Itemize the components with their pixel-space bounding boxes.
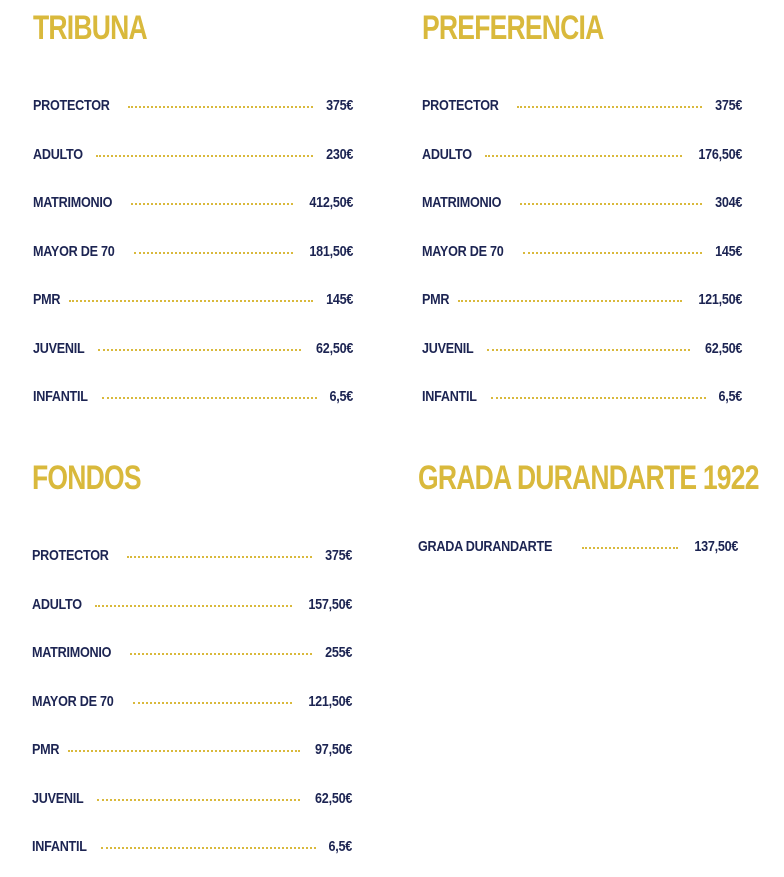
row-label: PMR xyxy=(32,741,60,758)
row-label: JUVENIL xyxy=(33,339,85,357)
price-row xyxy=(33,145,353,165)
dotted-leader xyxy=(128,106,313,108)
row-label: MAYOR DE 70 xyxy=(33,242,115,260)
row-label: MATRIMONIO xyxy=(422,194,502,211)
dotted-leader xyxy=(458,300,681,302)
dotted-leader xyxy=(95,605,292,607)
row-price: 6,5€ xyxy=(329,388,353,405)
price-row xyxy=(422,387,742,407)
row-price: 137,50€ xyxy=(694,538,738,555)
price-row xyxy=(33,193,353,213)
price-row xyxy=(418,537,738,557)
section-fondos xyxy=(32,458,352,855)
section-preferencia xyxy=(422,8,742,405)
row-price: 145€ xyxy=(714,242,742,260)
price-row xyxy=(33,242,353,262)
row-price: 121,50€ xyxy=(698,291,742,308)
row-price: 375€ xyxy=(324,547,352,564)
price-row xyxy=(32,595,352,615)
row-price: 62,50€ xyxy=(314,789,352,807)
dotted-leader xyxy=(520,203,702,205)
row-label: MAYOR DE 70 xyxy=(32,692,114,710)
row-label: PMR xyxy=(33,291,61,308)
dotted-leader xyxy=(68,750,299,752)
row-price: 181,50€ xyxy=(309,242,353,260)
section-grada-durandarte xyxy=(418,458,759,555)
row-price: 230€ xyxy=(325,145,353,163)
row-label: INFANTIL xyxy=(33,388,88,405)
price-row xyxy=(33,339,353,359)
section-title: TRIBUNA xyxy=(33,9,147,47)
row-price: 375€ xyxy=(325,97,353,114)
dotted-leader xyxy=(131,203,293,205)
row-price: 255€ xyxy=(324,644,352,661)
row-price: 304€ xyxy=(714,194,742,211)
row-label: GRADA DURANDARTE xyxy=(418,538,553,555)
price-row xyxy=(32,789,352,809)
row-price: 157,50€ xyxy=(308,595,352,613)
row-label: JUVENIL xyxy=(32,789,84,807)
price-row xyxy=(33,387,353,407)
row-price: 176,50€ xyxy=(698,145,742,163)
row-label: ADULTO xyxy=(422,145,472,163)
row-price: 62,50€ xyxy=(315,339,353,357)
dotted-leader xyxy=(97,799,300,801)
price-row xyxy=(32,692,352,712)
section-title: FONDOS xyxy=(32,459,141,497)
row-price: 375€ xyxy=(714,97,742,114)
price-row xyxy=(33,96,353,116)
dotted-leader xyxy=(582,547,678,549)
price-row xyxy=(32,740,352,760)
price-row xyxy=(33,290,353,310)
row-price: 121,50€ xyxy=(308,692,352,710)
row-label: ADULTO xyxy=(32,595,82,613)
price-row xyxy=(32,546,352,566)
row-label: PROTECTOR xyxy=(32,547,109,564)
dotted-leader xyxy=(127,556,312,558)
row-label: INFANTIL xyxy=(422,388,477,405)
dotted-leader xyxy=(69,300,312,302)
dotted-leader xyxy=(134,252,293,254)
row-label: ADULTO xyxy=(33,145,83,163)
price-row xyxy=(422,145,742,165)
row-label: MAYOR DE 70 xyxy=(422,242,504,260)
price-row xyxy=(32,837,352,857)
dotted-leader xyxy=(517,106,702,108)
dotted-leader xyxy=(101,847,316,849)
row-label: PROTECTOR xyxy=(33,97,110,114)
price-row xyxy=(32,643,352,663)
dotted-leader xyxy=(96,155,313,157)
row-label: PROTECTOR xyxy=(422,97,499,114)
row-label: MATRIMONIO xyxy=(32,644,112,661)
dotted-leader xyxy=(130,653,312,655)
row-label: INFANTIL xyxy=(32,838,87,855)
price-row xyxy=(422,242,742,262)
row-price: 97,50€ xyxy=(314,741,352,758)
row-price: 62,50€ xyxy=(704,339,742,357)
dotted-leader xyxy=(523,252,702,254)
row-label: MATRIMONIO xyxy=(33,194,113,211)
dotted-leader xyxy=(485,155,682,157)
price-row xyxy=(422,339,742,359)
dotted-leader xyxy=(487,349,690,351)
dotted-leader xyxy=(133,702,292,704)
dotted-leader xyxy=(102,397,317,399)
section-tribuna xyxy=(33,8,353,405)
price-row xyxy=(422,96,742,116)
section-title: GRADA DURANDARTE 1922 xyxy=(418,459,759,497)
row-price: 6,5€ xyxy=(718,388,742,405)
section-title: PREFERENCIA xyxy=(422,9,604,47)
price-row xyxy=(422,193,742,213)
price-row xyxy=(422,290,742,310)
row-label: JUVENIL xyxy=(422,339,474,357)
row-price: 412,50€ xyxy=(309,194,353,211)
dotted-leader xyxy=(491,397,706,399)
row-price: 6,5€ xyxy=(328,838,352,855)
row-price: 145€ xyxy=(325,291,353,308)
dotted-leader xyxy=(98,349,301,351)
row-label: PMR xyxy=(422,291,450,308)
